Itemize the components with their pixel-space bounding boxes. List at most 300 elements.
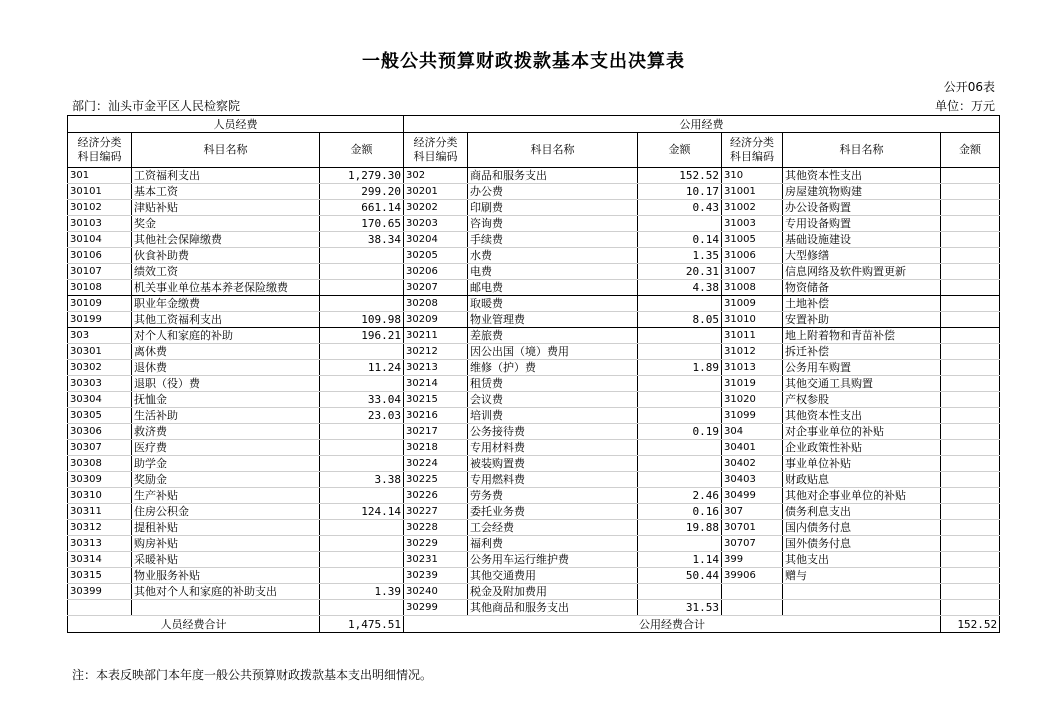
cell-amount: 1,279.30: [320, 168, 404, 184]
cell-name: 救济费: [132, 424, 320, 440]
cell-amount: [638, 376, 722, 392]
cell-code: 399: [722, 552, 783, 568]
cell-code: 302: [404, 168, 468, 184]
cell-name: [132, 600, 320, 616]
cell-name: 其他交通工具购置: [783, 376, 941, 392]
cell-name: 专用材料费: [468, 440, 638, 456]
cell-name: 因公出国（境）费用: [468, 344, 638, 360]
cell-name: 提租补贴: [132, 520, 320, 536]
cell-amount: [941, 472, 1000, 488]
cell-code: [68, 600, 132, 616]
cell-name: 印刷费: [468, 200, 638, 216]
cell-name: 其他资本性支出: [783, 408, 941, 424]
cell-code: 30204: [404, 232, 468, 248]
cell-code: 30240: [404, 584, 468, 600]
cell-amount: [941, 328, 1000, 344]
cell-amount: 10.17: [638, 184, 722, 200]
cell-code: 307: [722, 504, 783, 520]
cell-amount: 1.14: [638, 552, 722, 568]
cell-amount: [941, 552, 1000, 568]
cell-code: 30212: [404, 344, 468, 360]
cell-name: 对企事业单位的补贴: [783, 424, 941, 440]
cell-amount: [320, 488, 404, 504]
cell-amount: 3.38: [320, 472, 404, 488]
table-row: [68, 312, 1000, 328]
cell-code: 30228: [404, 520, 468, 536]
cell-code: 30309: [68, 472, 132, 488]
cell-code: 30103: [68, 216, 132, 232]
cell-amount: [638, 328, 722, 344]
cell-amount: [941, 264, 1000, 280]
cell-name: 工资福利支出: [132, 168, 320, 184]
cell-amount: [320, 568, 404, 584]
cell-name: 地上附着物和青苗补偿: [783, 328, 941, 344]
cell-name: [783, 584, 941, 600]
cell-amount: [941, 360, 1000, 376]
column-header-amount: 金额: [638, 133, 722, 168]
cell-amount: [941, 456, 1000, 472]
cell-code: 31001: [722, 184, 783, 200]
cell-code: 31007: [722, 264, 783, 280]
cell-code: [722, 584, 783, 600]
cell-code: 30217: [404, 424, 468, 440]
cell-code: 31011: [722, 328, 783, 344]
cell-amount: 1.35: [638, 248, 722, 264]
cell-amount: [638, 344, 722, 360]
cell-code: 30399: [68, 584, 132, 600]
cell-code: 31020: [722, 392, 783, 408]
table-row: [68, 328, 1000, 344]
cell-amount: [320, 520, 404, 536]
cell-name: 办公设备购置: [783, 200, 941, 216]
cell-amount: [638, 392, 722, 408]
cell-amount: [320, 296, 404, 312]
cell-code: 30211: [404, 328, 468, 344]
cell-code: 30202: [404, 200, 468, 216]
table-row: [68, 168, 1000, 184]
cell-name: 其他交通费用: [468, 568, 638, 584]
cell-code: 31019: [722, 376, 783, 392]
cell-code: 30224: [404, 456, 468, 472]
cell-name: 生产补贴: [132, 488, 320, 504]
cell-code: 310: [722, 168, 783, 184]
cell-amount: 196.21: [320, 328, 404, 344]
cell-code: 39906: [722, 568, 783, 584]
section-header-personnel: 人员经费: [68, 116, 404, 133]
table-row: [68, 552, 1000, 568]
cell-amount: 33.04: [320, 392, 404, 408]
cell-name: 培训费: [468, 408, 638, 424]
cell-code: 30225: [404, 472, 468, 488]
cell-amount: 2.46: [638, 488, 722, 504]
table-row: [68, 600, 1000, 616]
public-total-label: 公用经费合计: [404, 616, 941, 633]
personnel-total-amount: 1,475.51: [320, 616, 404, 633]
cell-name: 购房补贴: [132, 536, 320, 552]
cell-code: 30239: [404, 568, 468, 584]
cell-code: 30108: [68, 280, 132, 296]
cell-amount: [941, 216, 1000, 232]
cell-name: 租赁费: [468, 376, 638, 392]
cell-amount: [320, 344, 404, 360]
cell-name: 邮电费: [468, 280, 638, 296]
cell-name: 离休费: [132, 344, 320, 360]
cell-amount: 661.14: [320, 200, 404, 216]
cell-name: 基础设施建设: [783, 232, 941, 248]
cell-amount: [941, 184, 1000, 200]
cell-code: 31013: [722, 360, 783, 376]
cell-amount: [941, 424, 1000, 440]
cell-code: 30208: [404, 296, 468, 312]
cell-code: 304: [722, 424, 783, 440]
cell-amount: 20.31: [638, 264, 722, 280]
cell-amount: [638, 216, 722, 232]
cell-name: 国外债务付息: [783, 536, 941, 552]
cell-amount: [638, 536, 722, 552]
cell-code: 30305: [68, 408, 132, 424]
cell-code: 30306: [68, 424, 132, 440]
cell-name: 生活补助: [132, 408, 320, 424]
cell-amount: [941, 296, 1000, 312]
cell-amount: [320, 248, 404, 264]
cell-amount: [320, 440, 404, 456]
cell-name: 医疗费: [132, 440, 320, 456]
cell-name: 专用设备购置: [783, 216, 941, 232]
cell-code: 31009: [722, 296, 783, 312]
cell-name: 安置补助: [783, 312, 941, 328]
cell-name: 职业年金缴费: [132, 296, 320, 312]
cell-name: 伙食补助费: [132, 248, 320, 264]
cell-amount: 50.44: [638, 568, 722, 584]
cell-code: 30205: [404, 248, 468, 264]
cell-code: 30312: [68, 520, 132, 536]
table-row: [68, 568, 1000, 584]
cell-amount: 4.38: [638, 280, 722, 296]
cell-name: 专用燃料费: [468, 472, 638, 488]
cell-name: 咨询费: [468, 216, 638, 232]
table-row: [68, 456, 1000, 472]
cell-amount: 31.53: [638, 600, 722, 616]
cell-name: 公务用车运行维护费: [468, 552, 638, 568]
cell-code: 30311: [68, 504, 132, 520]
cell-name: 企业政策性补贴: [783, 440, 941, 456]
column-header-amount: 金额: [941, 133, 1000, 168]
cell-code: 30701: [722, 520, 783, 536]
form-code: 公开06表: [943, 80, 995, 94]
cell-name: 信息网络及软件购置更新: [783, 264, 941, 280]
cell-code: 30303: [68, 376, 132, 392]
cell-code: 30199: [68, 312, 132, 328]
cell-name: 津贴补贴: [132, 200, 320, 216]
cell-amount: [320, 552, 404, 568]
cell-name: 差旅费: [468, 328, 638, 344]
cell-name: 其他对企事业单位的补贴: [783, 488, 941, 504]
cell-code: 30207: [404, 280, 468, 296]
cell-name: 物业服务补贴: [132, 568, 320, 584]
cell-name: 住房公积金: [132, 504, 320, 520]
cell-name: 委托业务费: [468, 504, 638, 520]
cell-amount: 109.98: [320, 312, 404, 328]
column-header-code: 经济分类 科目编码: [68, 133, 132, 168]
cell-code: 30299: [404, 600, 468, 616]
cell-code: 31099: [722, 408, 783, 424]
table-row: [68, 376, 1000, 392]
cell-name: 手续费: [468, 232, 638, 248]
cell-amount: 0.16: [638, 504, 722, 520]
table-row: [68, 280, 1000, 296]
cell-name: 其他商品和服务支出: [468, 600, 638, 616]
table-row: [68, 440, 1000, 456]
cell-amount: 11.24: [320, 360, 404, 376]
cell-amount: [320, 424, 404, 440]
cell-name: 水费: [468, 248, 638, 264]
cell-amount: 152.52: [638, 168, 722, 184]
cell-amount: [638, 408, 722, 424]
table-row: [68, 232, 1000, 248]
cell-amount: 299.20: [320, 184, 404, 200]
cell-name: [783, 600, 941, 616]
cell-amount: [941, 440, 1000, 456]
cell-amount: [941, 376, 1000, 392]
table-row: [68, 264, 1000, 280]
cell-name: 奖金: [132, 216, 320, 232]
cell-name: 对个人和家庭的补助: [132, 328, 320, 344]
table-row: [68, 248, 1000, 264]
cell-amount: [638, 440, 722, 456]
cell-code: 31003: [722, 216, 783, 232]
cell-code: 30308: [68, 456, 132, 472]
column-header-amount: 金额: [320, 133, 404, 168]
cell-name: 公务接待费: [468, 424, 638, 440]
cell-amount: [320, 376, 404, 392]
cell-amount: [941, 232, 1000, 248]
page-title: 一般公共预算财政拨款基本支出决算表: [362, 51, 685, 72]
cell-name: 劳务费: [468, 488, 638, 504]
cell-code: 30402: [722, 456, 783, 472]
cell-code: 31008: [722, 280, 783, 296]
cell-code: 30203: [404, 216, 468, 232]
cell-name: 商品和服务支出: [468, 168, 638, 184]
table-row: [68, 200, 1000, 216]
cell-amount: [941, 536, 1000, 552]
table-row: [68, 504, 1000, 520]
cell-amount: [941, 392, 1000, 408]
cell-code: 31002: [722, 200, 783, 216]
cell-amount: [941, 584, 1000, 600]
cell-amount: [320, 600, 404, 616]
cell-code: 30101: [68, 184, 132, 200]
cell-amount: [941, 408, 1000, 424]
column-header-name: 科目名称: [132, 133, 320, 168]
cell-name: 采暖补贴: [132, 552, 320, 568]
cell-code: 30201: [404, 184, 468, 200]
cell-name: 取暖费: [468, 296, 638, 312]
cell-name: 房屋建筑物购建: [783, 184, 941, 200]
column-header-code: 经济分类 科目编码: [404, 133, 468, 168]
cell-amount: 0.14: [638, 232, 722, 248]
cell-amount: 8.05: [638, 312, 722, 328]
table-row: [68, 296, 1000, 312]
cell-amount: [941, 280, 1000, 296]
cell-code: 30226: [404, 488, 468, 504]
cell-code: 30313: [68, 536, 132, 552]
section-header-public: 公用经费: [404, 116, 1000, 133]
cell-name: 其他工资福利支出: [132, 312, 320, 328]
cell-name: 办公费: [468, 184, 638, 200]
cell-code: 30213: [404, 360, 468, 376]
cell-amount: 19.88: [638, 520, 722, 536]
cell-code: 30104: [68, 232, 132, 248]
cell-name: 物资储备: [783, 280, 941, 296]
table-row: [68, 584, 1000, 600]
cell-amount: [941, 520, 1000, 536]
cell-code: 30304: [68, 392, 132, 408]
column-header-name: 科目名称: [783, 133, 941, 168]
cell-name: 物业管理费: [468, 312, 638, 328]
table-row: [68, 216, 1000, 232]
cell-name: 基本工资: [132, 184, 320, 200]
table-row: [68, 536, 1000, 552]
cell-code: 303: [68, 328, 132, 344]
table-row: [68, 472, 1000, 488]
cell-code: 30301: [68, 344, 132, 360]
cell-amount: [941, 168, 1000, 184]
personnel-total-label: 人员经费合计: [68, 616, 320, 633]
cell-code: 30315: [68, 568, 132, 584]
cell-code: 31006: [722, 248, 783, 264]
cell-code: 30216: [404, 408, 468, 424]
cell-amount: [638, 456, 722, 472]
table-row: [68, 520, 1000, 536]
table-row: [68, 408, 1000, 424]
cell-code: 30314: [68, 552, 132, 568]
cell-amount: 0.19: [638, 424, 722, 440]
cell-name: 债务利息支出: [783, 504, 941, 520]
cell-amount: 23.03: [320, 408, 404, 424]
expenditure-table: [67, 115, 1000, 633]
cell-amount: [320, 456, 404, 472]
cell-code: 30107: [68, 264, 132, 280]
cell-code: 31005: [722, 232, 783, 248]
cell-name: 奖励金: [132, 472, 320, 488]
cell-amount: 1.89: [638, 360, 722, 376]
cell-code: [722, 600, 783, 616]
cell-name: 土地补偿: [783, 296, 941, 312]
column-header-code: 经济分类 科目编码: [722, 133, 783, 168]
cell-code: 301: [68, 168, 132, 184]
cell-code: 30218: [404, 440, 468, 456]
table-row: [68, 184, 1000, 200]
cell-name: 赠与: [783, 568, 941, 584]
cell-code: 30403: [722, 472, 783, 488]
cell-code: 30209: [404, 312, 468, 328]
cell-name: 财政贴息: [783, 472, 941, 488]
cell-amount: [941, 504, 1000, 520]
cell-name: 其他支出: [783, 552, 941, 568]
cell-name: 会议费: [468, 392, 638, 408]
cell-name: 维修（护）费: [468, 360, 638, 376]
cell-name: 公务用车购置: [783, 360, 941, 376]
cell-code: 30227: [404, 504, 468, 520]
cell-name: 被装购置费: [468, 456, 638, 472]
cell-amount: [638, 472, 722, 488]
cell-code: 30214: [404, 376, 468, 392]
cell-name: 国内债务付息: [783, 520, 941, 536]
table-row: [68, 360, 1000, 376]
cell-name: 福利费: [468, 536, 638, 552]
totals-row: [68, 616, 1000, 633]
cell-amount: 124.14: [320, 504, 404, 520]
cell-name: 助学金: [132, 456, 320, 472]
cell-code: 30109: [68, 296, 132, 312]
cell-code: 30307: [68, 440, 132, 456]
cell-name: 其他社会保障缴费: [132, 232, 320, 248]
cell-name: 事业单位补贴: [783, 456, 941, 472]
cell-amount: [638, 296, 722, 312]
cell-code: 30106: [68, 248, 132, 264]
cell-name: 其他资本性支出: [783, 168, 941, 184]
cell-code: 30310: [68, 488, 132, 504]
cell-code: 30206: [404, 264, 468, 280]
cell-name: 其他对个人和家庭的补助支出: [132, 584, 320, 600]
cell-amount: [320, 280, 404, 296]
cell-code: 30707: [722, 536, 783, 552]
unit-label: 单位：万元: [934, 99, 995, 113]
cell-amount: 38.34: [320, 232, 404, 248]
cell-amount: [941, 600, 1000, 616]
cell-code: 30102: [68, 200, 132, 216]
table-row: [68, 488, 1000, 504]
footnote: 注：本表反映部门本年度一般公共预算财政拨款基本支出明细情况。: [72, 668, 433, 682]
cell-name: 机关事业单位基本养老保险缴费: [132, 280, 320, 296]
cell-code: 30302: [68, 360, 132, 376]
cell-name: 抚恤金: [132, 392, 320, 408]
cell-amount: [638, 584, 722, 600]
department-label: 部门：汕头市金平区人民检察院: [72, 99, 241, 113]
cell-name: 产权参股: [783, 392, 941, 408]
cell-code: 31010: [722, 312, 783, 328]
cell-amount: [941, 344, 1000, 360]
cell-amount: [320, 264, 404, 280]
cell-amount: [941, 312, 1000, 328]
cell-name: 绩效工资: [132, 264, 320, 280]
table-row: [68, 424, 1000, 440]
cell-name: 工会经费: [468, 520, 638, 536]
cell-code: 30499: [722, 488, 783, 504]
cell-code: 30215: [404, 392, 468, 408]
cell-code: 30231: [404, 552, 468, 568]
table-row: [68, 344, 1000, 360]
cell-name: 大型修缮: [783, 248, 941, 264]
cell-amount: [941, 248, 1000, 264]
cell-name: 拆迁补偿: [783, 344, 941, 360]
cell-name: 退职（役）费: [132, 376, 320, 392]
cell-amount: 0.43: [638, 200, 722, 216]
cell-code: 30401: [722, 440, 783, 456]
cell-amount: [941, 488, 1000, 504]
public-total-amount: 152.52: [941, 616, 1000, 633]
cell-amount: [941, 200, 1000, 216]
cell-amount: [320, 536, 404, 552]
cell-name: 电费: [468, 264, 638, 280]
cell-amount: 1.39: [320, 584, 404, 600]
table-row: [68, 392, 1000, 408]
cell-amount: 170.65: [320, 216, 404, 232]
column-header-name: 科目名称: [468, 133, 638, 168]
cell-code: 31012: [722, 344, 783, 360]
cell-name: 退休费: [132, 360, 320, 376]
cell-amount: [941, 568, 1000, 584]
